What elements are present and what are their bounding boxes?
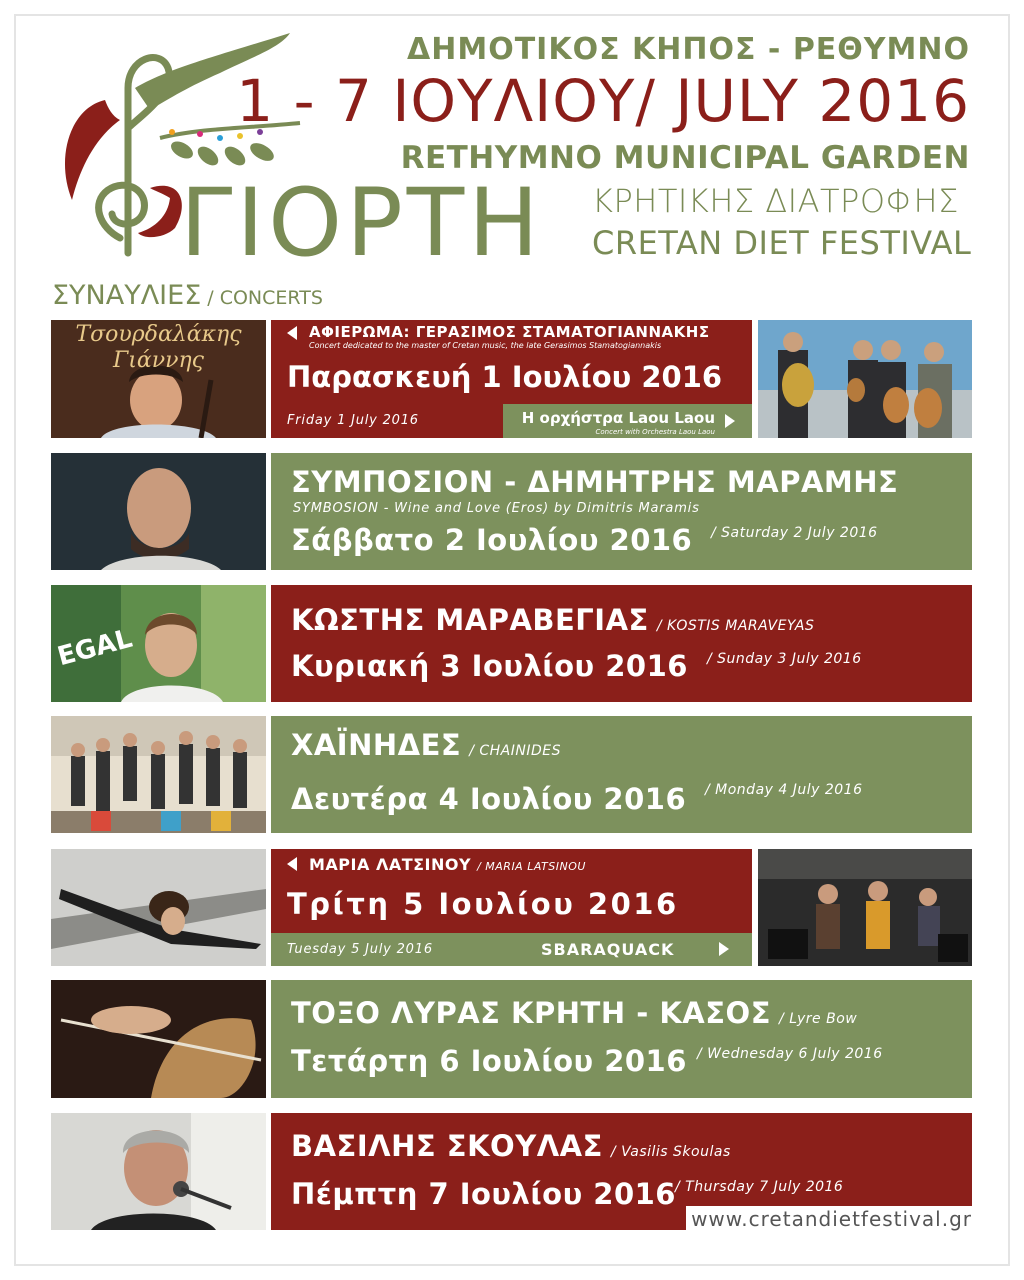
photo-laou-laou (758, 320, 972, 438)
row6-date-greek: Τετάρτη 6 Ιουλίου 2016 (291, 1044, 687, 1078)
row5-date-english: Tuesday 5 July 2016 (287, 942, 433, 957)
photo-skoulas (51, 1113, 266, 1230)
row4-artist-greek: ΧΑΪΝΗΔΕΣ (291, 728, 462, 762)
row7-date-english: / Thursday 7 July 2016 (675, 1179, 844, 1195)
photo-lyre-bow (51, 980, 266, 1098)
section-heading-english: / CONCERTS (207, 287, 323, 309)
row4-band (271, 716, 972, 833)
row3-artist (291, 603, 814, 637)
row1-tribute-desc: Concert dedicated to the master of Cretan music, the late Gerasimos Stamatogiannakis (309, 341, 662, 350)
row7-artist (291, 1129, 731, 1163)
section-heading-greek: ΣΥΝΑΥΛΙΕΣ (52, 280, 202, 311)
row5-artist-greek: ΜΑΡΙΑ ΛΑΤΣΙΝΟΥ (309, 855, 472, 874)
photo-sbaraquack (758, 849, 972, 966)
row2-artist: ΣΥΜΠΟΣΙΟΝ - ΔΗΜΗΤΡΗΣ ΜΑΡΑΜΗΣ (291, 465, 899, 499)
row4-date-english: / Monday 4 July 2016 (705, 782, 863, 798)
row5-artist-english: / MARIA LATSINOU (477, 860, 586, 873)
row5-artist-strip (271, 849, 752, 881)
row4-date-greek: Δευτέρα 4 Ιουλίου 2016 (291, 782, 687, 816)
row2-desc: SYMBOSION - Wine and Love (Eros) by Dimitris Maramis (293, 501, 700, 516)
festival-subtitle-english: CRETAN DIET FESTIVAL (592, 224, 972, 262)
row2-band (271, 453, 972, 570)
row1-bottom-strip (271, 404, 752, 438)
row6-artist-english: / Lyre Bow (779, 1011, 858, 1027)
row5-date-greek: Τρίτη 5 Ιουλίου 2016 (287, 887, 679, 921)
row1-second-act-name: Η ορχήστρα Laou Laou (521, 409, 715, 427)
festival-title: ΓΙΟΡΤΗ (180, 169, 543, 278)
venue-english: RETHYMNO MUNICIPAL GARDEN (400, 140, 970, 176)
row3-date-english: / Sunday 3 July 2016 (707, 651, 862, 667)
row6-artist (291, 996, 857, 1030)
arrow-left-icon (287, 857, 297, 871)
row5-second-act: SBARAQUACK (541, 940, 675, 959)
arrow-right-icon (725, 414, 735, 428)
photo-tsourdalakis (51, 320, 266, 438)
festival-subtitle-greek: ΚΡΗΤΙΚΗΣ ΔΙΑΤΡΟΦΗΣ (592, 182, 959, 220)
row1-date-strip (271, 354, 752, 404)
photo-maramis (51, 453, 266, 570)
row1-date-greek: Παρασκευή 1 Ιουλίου 2016 (287, 360, 723, 394)
row7-date-greek: Πέμπτη 7 Ιουλίου 2016 (291, 1177, 676, 1211)
row1-tribute-strip (271, 320, 752, 354)
row1-tribute-title: ΑΦΙΕΡΩΜΑ: ΓΕΡΑΣΙΜΟΣ ΣΤΑΜΑΤΟΓΙΑΝΝΑΚΗΣ (309, 323, 710, 341)
row7-artist-english: / Vasilis Skoulas (610, 1144, 731, 1160)
row3-band (271, 585, 972, 702)
row5-artist (309, 855, 586, 874)
row3-artist-greek: ΚΩΣΤΗΣ ΜΑΡΑΒΕΓΙΑΣ (291, 603, 649, 637)
row2-date-english: / Saturday 2 July 2016 (711, 525, 878, 541)
arrow-left-icon (287, 326, 297, 340)
row3-date-greek: Κυριακή 3 Ιουλίου 2016 (291, 649, 688, 683)
row1-second-act-desc: Concert with Orchestra Laou Laou (595, 428, 715, 436)
row1-second-act (503, 404, 752, 438)
row1-date-english: Friday 1 July 2016 (287, 413, 419, 428)
row7-artist-greek: ΒΑΣΙΛΗΣ ΣΚΟΥΛΑΣ (291, 1129, 603, 1163)
row6-band (271, 980, 972, 1098)
row5-date-strip (271, 881, 752, 933)
arrow-right-icon (719, 942, 729, 956)
photo-latsinou (51, 849, 266, 966)
website-link[interactable]: www.cretandietfestival.gr (691, 1207, 972, 1231)
row5-bottom-strip (271, 933, 752, 966)
row3-artist-english: / KOSTIS MARAVEYAS (656, 618, 815, 634)
festival-dates: 1 - 7 ΙΟΥΛΙΟΥ/ JULY 2016 (236, 67, 970, 135)
photo-text: EGAL (54, 623, 136, 673)
photo-chainides (51, 716, 266, 833)
row4-artist (291, 728, 561, 762)
row4-artist-english: / CHAINIDES (469, 743, 561, 759)
photo-caption: Τσουρδαλάκης Γιάννης (75, 322, 242, 373)
venue-greek: ΔΗΜΟΤΙΚΟΣ ΚΗΠΟΣ - ΡΕΘΥΜΝΟ (407, 32, 970, 67)
row6-artist-greek: ΤΟΞΟ ΛΥΡΑΣ ΚΡΗΤΗ - ΚΑΣΟΣ (291, 996, 772, 1030)
photo-maraveyas (51, 585, 266, 702)
row6-date-english: / Wednesday 6 July 2016 (697, 1046, 883, 1062)
row2-date-greek: Σάββατο 2 Ιουλίου 2016 (291, 523, 693, 557)
section-heading (52, 280, 323, 311)
